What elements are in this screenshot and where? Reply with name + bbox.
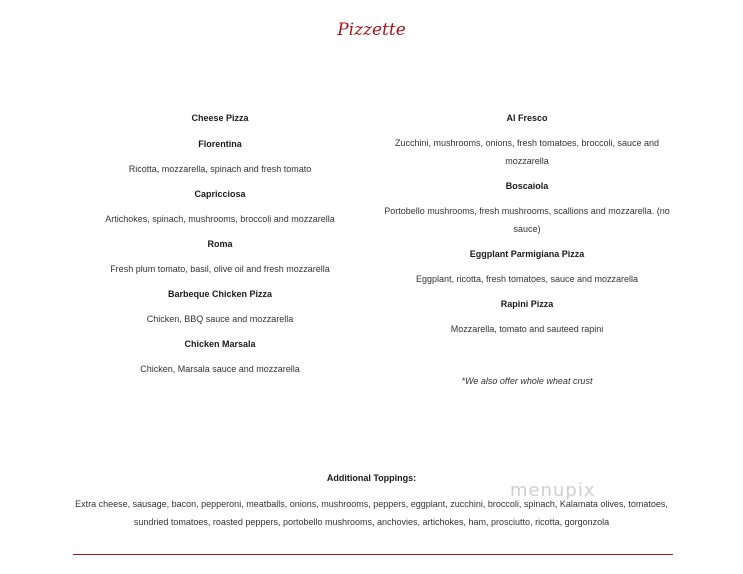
menu-item — [60, 188, 380, 228]
menu-item-name: Cheese Pizza — [191, 113, 249, 123]
right-menu-column — [372, 112, 682, 386]
menu-item — [372, 248, 682, 288]
menu-item — [60, 338, 380, 378]
menu-item-description: Ricotta, mozzarella, spinach and fresh tomato — [128, 164, 312, 174]
menu-item — [372, 298, 682, 338]
menu-item-name: Chicken Marsala — [184, 339, 256, 349]
menu-section-title: Pizzette — [337, 20, 406, 40]
additional-toppings-list: Extra cheese, sausage, bacon, pepperoni, meatballs, onions, mushrooms, peppers, eggplant, zucchini, broccoli, spinach, Kalamata olives, tomatoes, sundried tomatoes, roasted peppers, portobello mushrooms, anchovies, artichokes, ham, prosciutto, ricotta, gorgonzola — [75, 499, 668, 527]
menu-item — [60, 288, 380, 328]
menu-item-description: Portobello mushrooms, fresh mushrooms, scallions and mozzarella. (no sauce) — [384, 206, 670, 234]
menu-item-name: Barbeque Chicken Pizza — [167, 289, 273, 299]
left-menu-column — [60, 112, 380, 388]
menu-item-description: Zucchini, mushrooms, onions, fresh tomatoes, broccoli, sauce and mozzarella — [394, 138, 660, 166]
menu-item-name: Roma — [207, 239, 233, 249]
menu-item-name: Florentina — [198, 139, 242, 149]
menu-item-description: Artichokes, spinach, mushrooms, broccoli and mozzarella — [105, 214, 335, 224]
menu-item-name: Al Fresco — [506, 113, 548, 123]
menu-item-name: Capricciosa — [194, 189, 246, 199]
menu-item-description: Chicken, BBQ sauce and mozzarella — [146, 314, 294, 324]
menu-item — [60, 112, 380, 124]
menu-item-description: Mozzarella, tomato and sauteed rapini — [450, 324, 604, 334]
menu-item — [60, 138, 380, 178]
menu-item-description: Eggplant, ricotta, fresh tomatoes, sauce and mozzarella — [415, 274, 639, 284]
menu-item — [372, 180, 682, 238]
additional-toppings-heading: Additional Toppings: — [326, 473, 417, 483]
menu-item-name: Rapini Pizza — [500, 299, 554, 309]
additional-toppings-section — [60, 473, 683, 531]
menu-item-name: Boscaiola — [505, 181, 549, 191]
menu-item — [372, 112, 682, 170]
menu-item — [60, 238, 380, 278]
menu-item-description: Chicken, Marsala sauce and mozzarella — [140, 364, 300, 374]
menu-item-description: Fresh plum tomato, basil, olive oil and fresh mozzarella — [110, 264, 330, 274]
watermark-logo: menupix — [510, 480, 596, 501]
footer-divider — [73, 554, 673, 555]
crust-note: *We also offer whole wheat crust — [461, 376, 593, 386]
menu-item-name: Eggplant Parmigiana Pizza — [469, 249, 585, 259]
